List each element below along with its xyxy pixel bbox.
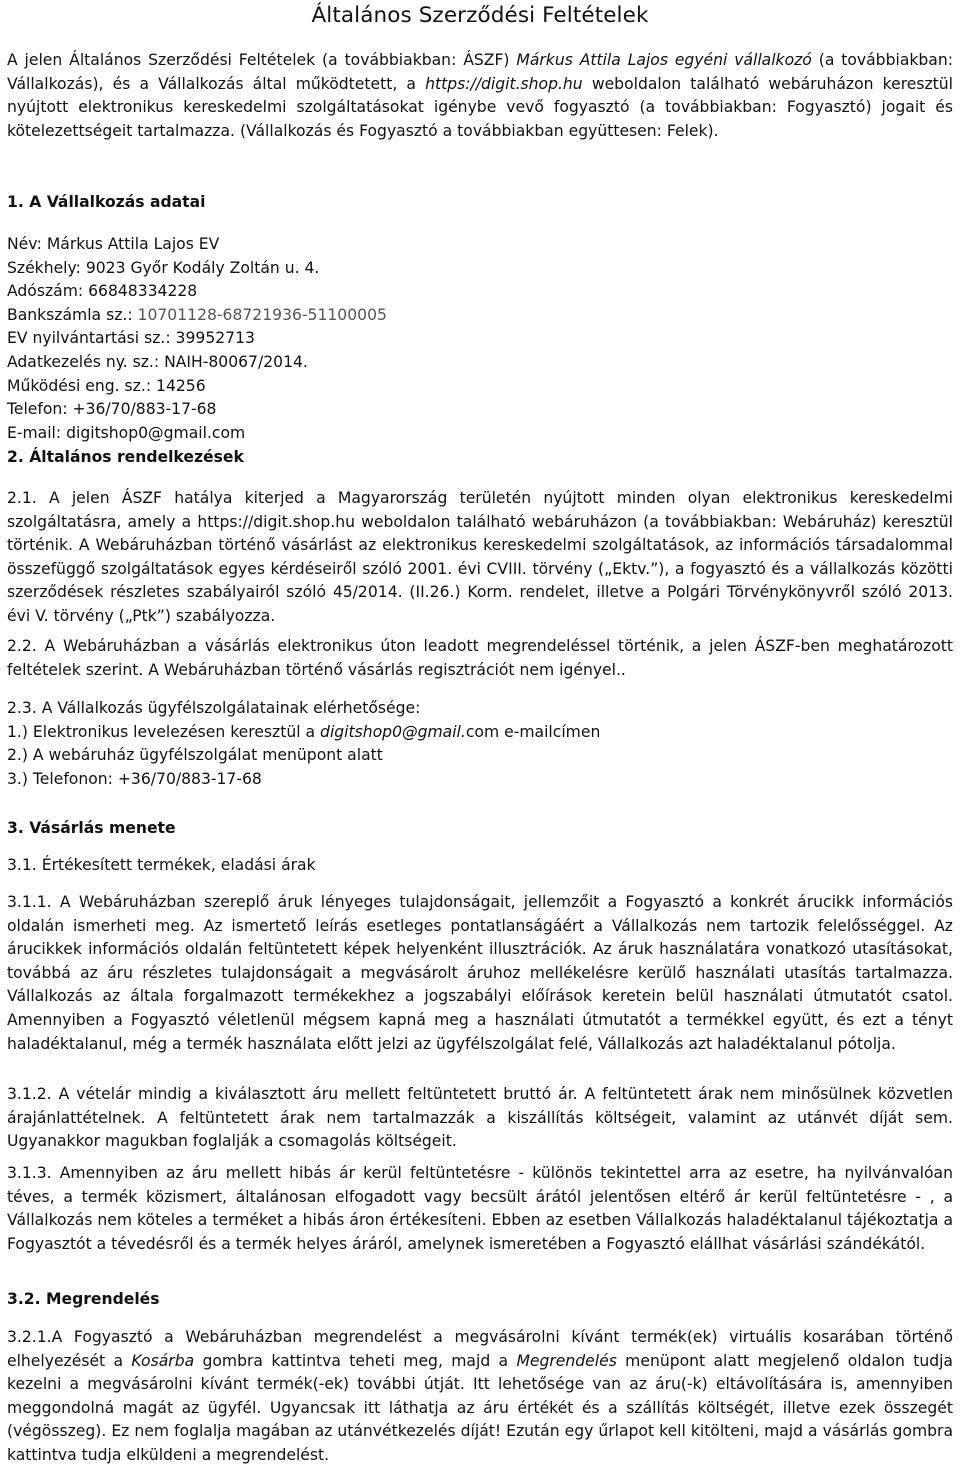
intro-text: A jelen Általános Szerződési Feltételek (a továbbiakban: ÁSZF) [7, 51, 517, 69]
section-2-heading: 2. Általános rendelkezések [7, 448, 244, 466]
company-details [7, 233, 953, 445]
subsection-3-1-heading: 3.1. Értékesített termékek, eladási árak [7, 856, 316, 874]
order-text: 3.2.1.A Fogyasztó a Webáruházban megrendelést a megvásárolni kívánt termék(ek) virtuális kosarában történő elhelyezését a [7, 1328, 953, 1370]
paragraph-3-1-3: 3.1.3. Amennyiben az áru mellett hibás ár kerül feltüntetésre - különös tekintettel arra az esetre, ha nyilvánvalóan téves, a termék közismert, általánosan elfogadott vagy becsült árától jelentősen eltérő ár kerül feltüntetésre - , a Vállalkozás nem köteles a terméket a hibás áron értékesíteni. Ebben az esetben Vállalkozás haladéktalanul tájékoztatja a Fogyasztót a tévedésről és a termék helyes áráról, amelynek ismeretében a Fogyasztó elállhat vásárlási szándékától. [7, 1164, 953, 1253]
paragraph-2-3 [7, 697, 953, 791]
paragraph-3-2-1 [7, 1326, 953, 1468]
order-text: gombra kattintva teheti meg, majd a [194, 1351, 517, 1370]
section-3-heading: 3. Vásárlás menete [7, 819, 176, 837]
company-phone: Telefon: +36/70/883-17-68 [7, 400, 217, 419]
intro-text: weboldalon található webáruházon keresztül nyújtott elektronikus kereskedelmi szolgáltatásokat igénybe vevő fogyasztó (a továbbiakban: Fogyasztó) jogait és kötelezettségeit tartalmazza. (Vállalkozás és Fogyasztó a továbbiakban együttesen: Felek). [7, 74, 954, 140]
owner-name: Márkus Attila Lajos egyéni vállalkozó [516, 51, 812, 69]
company-bank-account [7, 304, 953, 328]
document-title: Általános Szerződési Feltételek [311, 3, 649, 28]
contact-email-text: 1.) Elektronikus levelezésen keresztül a [7, 722, 321, 741]
order-text: menüpont alatt megjelenő oldalon tudja kezelni a megvásárolni kívánt termék(-ek) további útját. Itt lehetősége van az áru(-k) eltávolítására is, amennyiben meggondolná magát az ügyfél. Ugyancsak itt láthatja az áru értékét és a szállítás költségét, illetve ezek összegét (végösszeg). Ez nem foglalja magában az utánvétkezelés díját! Ezután egy űrlapot kell kitölteni, majd a vásárlás gombra kattintva tudja elküldeni a megrendelést. [7, 1351, 953, 1464]
bank-value: 10701128-68721936-51100005 [137, 305, 387, 324]
contact-email-line [7, 721, 953, 745]
company-data-protection: Adatkezelés ny. sz.: NAIH-80067/2014. [7, 352, 308, 371]
company-name: Név: Márkus Attila Lajos EV [7, 235, 220, 253]
contact-phone-line: 3.) Telefonon: +36/70/883-17-68 [7, 769, 262, 788]
contact-email-link[interactable]: digitshop0@gmail. [320, 722, 466, 741]
section-1-heading: 1. A Vállalkozás adatai [7, 193, 206, 211]
contact-menu-line: 2.) A webáruház ügyfélszolgálat menüpont alatt [7, 746, 383, 765]
shop-url[interactable]: https://digit.shop.hu [425, 74, 583, 93]
paragraph-2-1: 2.1. A jelen ÁSZF hatálya kiterjed a Magyarország területén nyújtott minden olyan elektronikus kereskedelmi szolgáltatásra, amely a https://digit.shop.hu weboldalon található webáruházon (a továbbiakban: Webáruház) keresztül történik. A Webáruházban történő vásárlást az elektronikus kereskedelmi szolgáltatások, az információs társadalommal összefüggő szolgáltatások egyes kérdéseiről szóló 2001. évi CVIII. törvény („Ektv.”), a fogyasztó és a vállalkozás közötti szerződések részletes szabályairól szóló 45/2014. (II.26.) Korm. rendelet, illetve a Polgári Törvénykönyvről szóló 2013. évi V. törvény („Ptk”) szabályozza. [7, 489, 953, 625]
paragraph-2-2: 2.2. A Webáruházban a vásárlás elektronikus úton leadott megrendeléssel történik, a jelen ÁSZF-ben meghatározott feltételek szerint. A Webáruházban történő vásárlás regisztrációt nem igényel.. [7, 637, 953, 679]
order-menu-name: Megrendelés [516, 1351, 617, 1370]
paragraph-3-1-1: 3.1.1. A Webáruházban szereplő áruk lényeges tulajdonságait, jellemzőit a Fogyasztó a konkrét árucikk információs oldalán ismerheti meg. Az ismertető leírás esetleges pontatlanságáért a Vállalkozás nem tartozik felelősséggel. Az árucikkek információs oldalán feltüntetett képek helyenként illusztrációk. Az áruk használatára vonatkozó utasításokat, továbbá az áru részletes tulajdonságait a megvásárolt áruhoz mellékelésre kerülő használati utasítás tartalmazza. Vállalkozás az általa forgalmazott termékekhez a jogszabályi előírások keretein belül használati útmutatót csatol. Amennyiben a Fogyasztó véletlenül mégsem kapná meg a használati útmutatót a termékkel együtt, és ezt a tényt haladéktalanul, még a termék használata előtt jelzi az ügyfélszolgálat felé, Vállalkozás azt haladéktalanul pótolja. [7, 893, 953, 1053]
contact-email-text: com e-mailcímen [465, 722, 601, 741]
company-address: Székhely: 9023 Győr Kodály Zoltán u. 4. [7, 258, 320, 277]
subsection-3-2-heading: 3.2. Megrendelés [7, 1290, 160, 1308]
intro-text: (a továbbiakban: Vállalkozás), és a Vállalkozás által működtetett, a [7, 51, 953, 93]
company-tax-number: Adószám: 66848334228 [7, 282, 198, 301]
paragraph-3-1-2: 3.1.2. A vételár mindig a kiválasztott áru mellett feltüntetett bruttó ár. A feltüntetett árak nem minősülnek közvetlen árajánlattételnek. A feltüntetett árak nem tartalmazzák a kiszállítás költségeit, valamint az utánvét díját sem. Ugyanakkor magukban foglalják a csomagolás költségeit. [7, 1085, 953, 1151]
company-email: E-mail: digitshop0@gmail.com [7, 423, 246, 442]
contact-title: 2.3. A Vállalkozás ügyfélszolgálatainak elérhetősége: [7, 699, 421, 717]
bank-label: Bankszámla sz.: [7, 305, 138, 324]
intro-paragraph [7, 49, 953, 143]
cart-button-name: Kosárba [131, 1351, 195, 1370]
company-permit: Működési eng. sz.: 14256 [7, 376, 206, 395]
company-registry: EV nyilvántartási sz.: 39952713 [7, 329, 255, 348]
